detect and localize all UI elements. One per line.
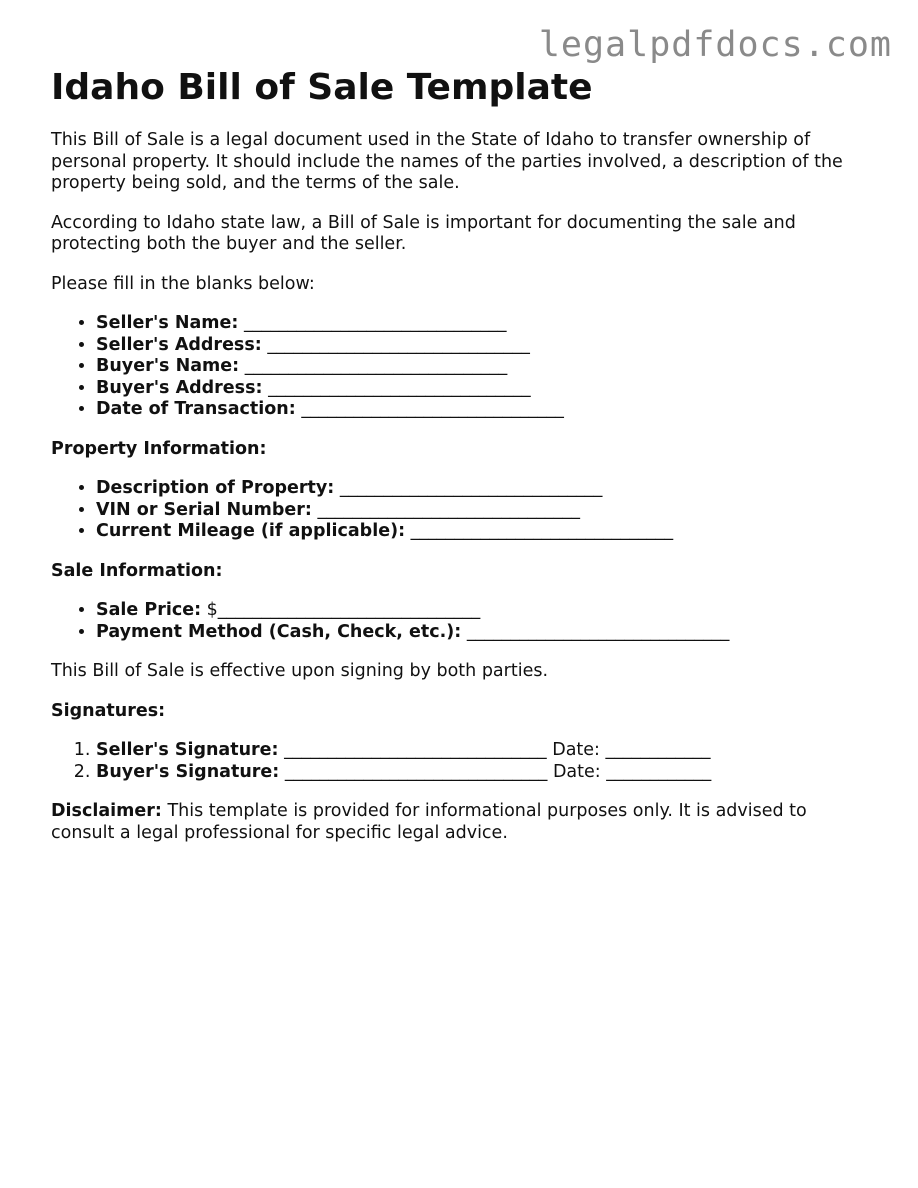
list-item: [96, 335, 871, 357]
fill-blank[interactable]: ______________________________: [301, 399, 564, 419]
field-label: Seller's Signature:: [96, 740, 279, 760]
intro-paragraph: This Bill of Sale is a legal document used in the State of Idaho to transfer ownership of personal property. It should include the names of the parties involved, a description of the property being sold, and the terms of the sale.: [51, 130, 843, 193]
list-item: [96, 622, 871, 644]
effective-paragraph: This Bill of Sale is effective upon signing by both parties.: [51, 661, 549, 681]
sale-heading: Sale Information:: [51, 560, 223, 581]
signature-blank[interactable]: ______________________________: [284, 761, 548, 782]
fill-blank[interactable]: ______________________________: [268, 377, 531, 398]
disclaimer-paragraph: [51, 801, 871, 844]
list-item: [96, 478, 871, 500]
field-label: Date of Transaction:: [96, 399, 296, 419]
date-label: Date:: [552, 740, 600, 760]
page-title: Idaho Bill of Sale Template: [51, 67, 593, 108]
list-item: [96, 500, 871, 522]
disclaimer-label: Disclaimer:: [51, 801, 162, 821]
fill-blank[interactable]: $______________________________: [206, 600, 481, 620]
list-item: [96, 600, 871, 622]
property-list: [51, 478, 871, 543]
signatures-list: [51, 740, 871, 783]
field-label: VIN or Serial Number:: [96, 499, 312, 520]
field-label: Current Mileage (if applicable):: [96, 521, 406, 541]
date-blank[interactable]: ____________: [605, 740, 711, 760]
field-label: Buyer's Name:: [96, 356, 240, 376]
field-label: Seller's Name:: [96, 313, 239, 333]
field-label: Buyer's Address:: [96, 377, 263, 398]
field-label: Sale Price:: [96, 600, 202, 620]
list-item: [96, 378, 871, 400]
law-paragraph: According to Idaho state law, a Bill of Sale is important for documenting the sale and protecting both the buyer and the seller.: [51, 212, 796, 254]
fill-blank[interactable]: ______________________________: [244, 356, 508, 376]
date-label: Date:: [552, 761, 601, 782]
instructions-paragraph: Please fill in the blanks below:: [51, 273, 315, 294]
fill-blank[interactable]: ______________________________: [243, 313, 507, 333]
list-item: [96, 740, 871, 762]
field-label: Payment Method (Cash, Check, etc.):: [96, 621, 462, 642]
list-item: [96, 762, 871, 784]
signature-blank[interactable]: ______________________________: [284, 740, 547, 760]
property-heading: Property Information:: [51, 438, 267, 459]
list-item: [96, 356, 871, 378]
disclaimer-text: This template is provided for informational purposes only. It is advised to consult a legal professional for specific legal advice.: [51, 801, 807, 843]
watermark: legalpdfdocs.com: [538, 25, 892, 65]
fill-blank[interactable]: ______________________________: [410, 521, 674, 541]
list-item: [96, 399, 871, 421]
field-label: Seller's Address:: [96, 334, 262, 355]
fill-blank[interactable]: ______________________________: [317, 499, 580, 520]
field-label: Description of Property:: [96, 478, 335, 498]
parties-list: [51, 313, 871, 421]
fill-blank[interactable]: ______________________________: [339, 478, 603, 498]
field-label: Buyer's Signature:: [96, 761, 280, 782]
fill-blank[interactable]: ______________________________: [267, 334, 530, 355]
signatures-heading: Signatures:: [51, 700, 166, 721]
document-page: [51, 66, 871, 862]
fill-blank[interactable]: ______________________________: [466, 621, 730, 642]
date-blank[interactable]: ____________: [606, 761, 712, 782]
sale-list: [51, 600, 871, 643]
list-item: [96, 313, 871, 335]
list-item: [96, 521, 871, 543]
